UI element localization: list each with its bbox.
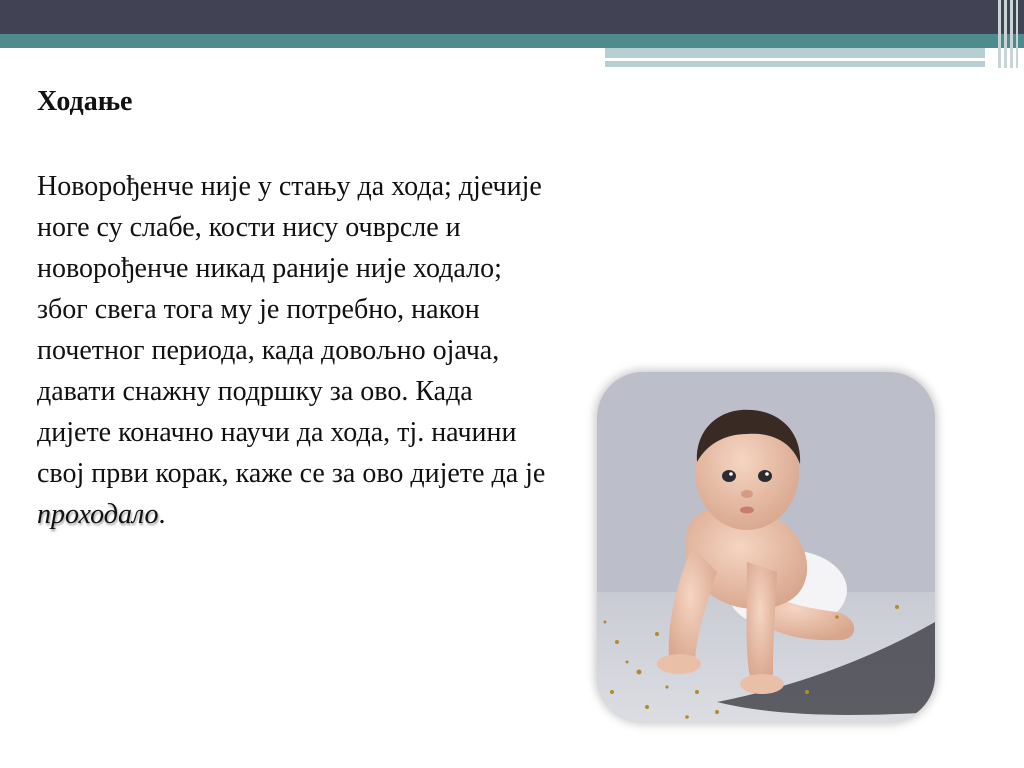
- header-right-stripes: [994, 0, 1024, 68]
- slide-title: Ходање: [37, 86, 133, 117]
- paragraph-text: Новорођенче није у стању да хода; дјечије ноге су слабе, кости нису очврсле и новорођенче никад раније није ходало; због свега тога му је потребно, након почетног периода, када довољно ојача, давати снажну подршку за ово. Када дијете коначно научи да хода, тј. начини свој први корак, каже се за ово дијете да је: [37, 171, 546, 489]
- header-accent-strip-thin: [605, 61, 985, 67]
- paragraph-end: .: [158, 499, 166, 530]
- header-band-dark: [0, 0, 1024, 34]
- slide-paragraph: [37, 166, 547, 535]
- baby-photo: [597, 372, 935, 722]
- emphasized-word: проходало: [37, 499, 159, 530]
- crawling-baby-illustration: [597, 372, 935, 722]
- header-band-teal: [0, 34, 1024, 48]
- header-accent-strip: [605, 48, 985, 58]
- header-accent-line: [830, 58, 950, 60]
